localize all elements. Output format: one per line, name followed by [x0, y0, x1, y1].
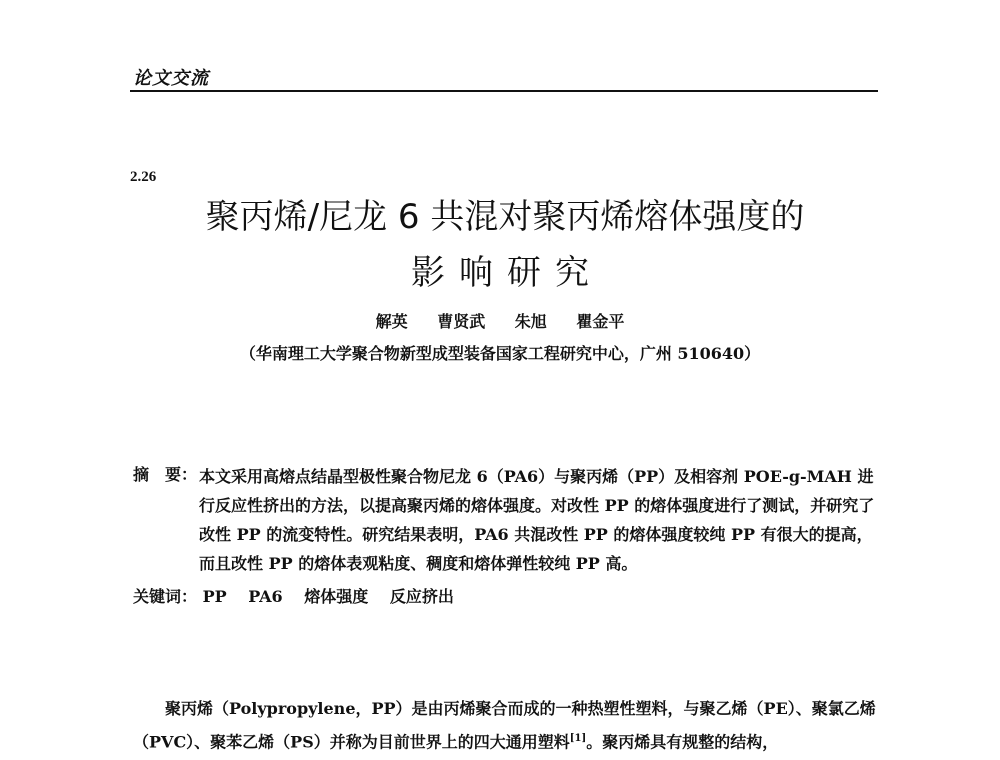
author-name: 曹贤武	[437, 312, 486, 331]
author-name: 解英	[375, 312, 408, 331]
authors	[0, 309, 1000, 332]
section-label: 论文交流	[133, 68, 209, 89]
abstract-text: 本文采用高熔点结晶型极性聚合物尼龙 6（PA6）与聚丙烯（PP）及相容剂 POE-g-MAH 进行反应性挤出的方法，以提高聚丙烯的熔体强度。对改性 PP 的熔体强度进行了测试，并研究了改性 PP 的流变特性。研究结果表明，PA6 共混改性 PP 的熔体强度较纯 PP 有很大的提高，而且改性 PP 的熔体表观粘度、稠度和熔体弹性较纯 PP 高。	[199, 467, 875, 573]
header-rule	[130, 90, 878, 92]
body-paragraph	[133, 694, 881, 757]
keyword: PP	[202, 587, 227, 606]
keywords	[133, 584, 470, 607]
title-line-2: 影响研究	[411, 253, 603, 293]
author-name: 瞿金平	[576, 312, 625, 331]
keyword: 反应挤出	[389, 587, 454, 606]
keyword: 熔体强度	[304, 587, 369, 606]
body-text-end: 。聚丙烯具有规整的结构，	[586, 732, 779, 752]
body-text-start: 聚丙烯（Polypropylene，PP）是由丙烯聚合而成的一种热塑性塑料，与聚乙烯（PE）、聚氯乙烯（PVC）、聚苯乙烯（PS）并称为目前世界上的四大通用塑料	[133, 699, 876, 752]
author-name: 朱旭	[514, 312, 547, 331]
keyword: PA6	[248, 587, 283, 606]
citation[interactable]: [1]	[569, 733, 587, 744]
title-line-1: 聚丙烯/尼龙 6 共混对聚丙烯熔体强度的	[205, 197, 805, 237]
keywords-label: 关键词：	[133, 587, 198, 606]
abstract-label: 摘 要：	[133, 465, 198, 484]
affiliation: （华南理工大学聚合物新型成型装备国家工程研究中心，广州 510640）	[239, 344, 761, 363]
article-number: 2.26	[130, 169, 157, 185]
